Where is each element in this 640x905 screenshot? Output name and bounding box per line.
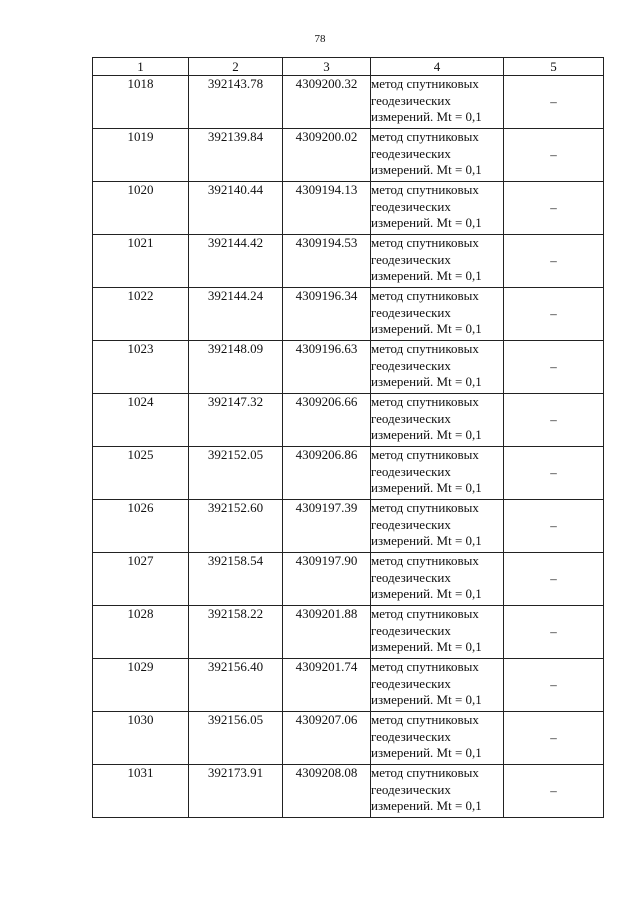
method-text-line: метод спутниковых [371, 288, 479, 303]
point-id-cell: 1019 [93, 129, 189, 182]
x-coordinate-cell: 392156.05 [189, 712, 283, 765]
y-coordinate-cell: 4309206.86 [283, 447, 371, 500]
method-cell [371, 606, 504, 659]
method-text-line: измерений. Mt = 0,1 [371, 533, 482, 548]
method-text-line: измерений. Mt = 0,1 [371, 162, 482, 177]
method-cell [371, 712, 504, 765]
method-text-line: измерений. Mt = 0,1 [371, 745, 482, 760]
point-id-cell: 1029 [93, 659, 189, 712]
method-text-line: измерений. Mt = 0,1 [371, 268, 482, 283]
x-coordinate-cell: 392143.78 [189, 76, 283, 129]
method-text-line: метод спутниковых [371, 447, 479, 462]
note-cell: – [504, 341, 604, 394]
y-coordinate-cell: 4309201.88 [283, 606, 371, 659]
method-text-line: измерений. Mt = 0,1 [371, 427, 482, 442]
point-id-cell: 1030 [93, 712, 189, 765]
table-row [93, 500, 604, 553]
table-row [93, 712, 604, 765]
method-text-line: геодезических [371, 781, 451, 797]
column-header: 3 [283, 58, 371, 76]
method-text-line: измерений. Mt = 0,1 [371, 321, 482, 336]
note-cell: – [504, 76, 604, 129]
note-cell: – [504, 394, 604, 447]
coordinates-table [92, 57, 604, 818]
method-cell [371, 235, 504, 288]
y-coordinate-cell: 4309207.06 [283, 712, 371, 765]
point-id-cell: 1025 [93, 447, 189, 500]
column-header: 5 [504, 58, 604, 76]
y-coordinate-cell: 4309194.13 [283, 182, 371, 235]
method-text-line: геодезических [371, 357, 451, 373]
point-id-cell: 1023 [93, 341, 189, 394]
method-text-line: геодезических [371, 728, 451, 744]
y-coordinate-cell: 4309197.90 [283, 553, 371, 606]
table-row [93, 765, 604, 818]
method-text-line: измерений. Mt = 0,1 [371, 639, 482, 654]
method-cell [371, 394, 504, 447]
method-cell [371, 76, 504, 129]
method-text-line: геодезических [371, 622, 451, 638]
y-coordinate-cell: 4309200.02 [283, 129, 371, 182]
note-cell: – [504, 182, 604, 235]
method-text-line: метод спутниковых [371, 235, 479, 250]
table-row [93, 76, 604, 129]
table-row [93, 235, 604, 288]
method-text-line: измерений. Mt = 0,1 [371, 374, 482, 389]
method-text-line: измерений. Mt = 0,1 [371, 480, 482, 495]
point-id-cell: 1031 [93, 765, 189, 818]
method-text-line: геодезических [371, 516, 451, 532]
column-header: 4 [371, 58, 504, 76]
method-text-line: измерений. Mt = 0,1 [371, 798, 482, 813]
method-text-line: геодезических [371, 463, 451, 479]
method-text-line: метод спутниковых [371, 606, 479, 621]
x-coordinate-cell: 392144.24 [189, 288, 283, 341]
x-coordinate-cell: 392158.22 [189, 606, 283, 659]
y-coordinate-cell: 4309206.66 [283, 394, 371, 447]
method-text-line: измерений. Mt = 0,1 [371, 109, 482, 124]
method-text-line: геодезических [371, 145, 451, 161]
method-text-line: метод спутниковых [371, 341, 479, 356]
point-id-cell: 1018 [93, 76, 189, 129]
x-coordinate-cell: 392147.32 [189, 394, 283, 447]
note-cell: – [504, 235, 604, 288]
note-cell: – [504, 659, 604, 712]
point-id-cell: 1024 [93, 394, 189, 447]
y-coordinate-cell: 4309196.63 [283, 341, 371, 394]
table-header-row [93, 58, 604, 76]
method-cell [371, 553, 504, 606]
method-text-line: метод спутниковых [371, 712, 479, 727]
method-text-line: метод спутниковых [371, 394, 479, 409]
table-row [93, 129, 604, 182]
method-text-line: метод спутниковых [371, 76, 479, 91]
note-cell: – [504, 288, 604, 341]
x-coordinate-cell: 392173.91 [189, 765, 283, 818]
x-coordinate-cell: 392152.05 [189, 447, 283, 500]
method-cell [371, 129, 504, 182]
y-coordinate-cell: 4309208.08 [283, 765, 371, 818]
table-row [93, 659, 604, 712]
note-cell: – [504, 765, 604, 818]
y-coordinate-cell: 4309200.32 [283, 76, 371, 129]
x-coordinate-cell: 392148.09 [189, 341, 283, 394]
table-row [93, 447, 604, 500]
method-cell [371, 182, 504, 235]
point-id-cell: 1027 [93, 553, 189, 606]
method-text-line: метод спутниковых [371, 182, 479, 197]
note-cell: – [504, 553, 604, 606]
point-id-cell: 1028 [93, 606, 189, 659]
method-text-line: измерений. Mt = 0,1 [371, 586, 482, 601]
method-text-line: метод спутниковых [371, 129, 479, 144]
point-id-cell: 1026 [93, 500, 189, 553]
method-cell [371, 659, 504, 712]
method-cell [371, 288, 504, 341]
method-text-line: метод спутниковых [371, 500, 479, 515]
method-cell [371, 341, 504, 394]
table-row [93, 394, 604, 447]
note-cell: – [504, 712, 604, 765]
column-header: 1 [93, 58, 189, 76]
method-text-line: измерений. Mt = 0,1 [371, 215, 482, 230]
method-cell [371, 447, 504, 500]
method-text-line: геодезических [371, 198, 451, 214]
note-cell: – [504, 606, 604, 659]
x-coordinate-cell: 392158.54 [189, 553, 283, 606]
y-coordinate-cell: 4309194.53 [283, 235, 371, 288]
method-cell [371, 500, 504, 553]
y-coordinate-cell: 4309201.74 [283, 659, 371, 712]
method-text-line: метод спутниковых [371, 765, 479, 780]
column-header: 2 [189, 58, 283, 76]
note-cell: – [504, 500, 604, 553]
x-coordinate-cell: 392140.44 [189, 182, 283, 235]
method-cell [371, 765, 504, 818]
table-body [93, 76, 604, 818]
x-coordinate-cell: 392144.42 [189, 235, 283, 288]
note-cell: – [504, 447, 604, 500]
point-id-cell: 1022 [93, 288, 189, 341]
point-id-cell: 1020 [93, 182, 189, 235]
method-text-line: метод спутниковых [371, 553, 479, 568]
page-number: 78 [314, 33, 326, 45]
method-text-line: геодезических [371, 92, 451, 108]
method-text-line: измерений. Mt = 0,1 [371, 692, 482, 707]
note-cell: – [504, 129, 604, 182]
method-text-line: геодезических [371, 410, 451, 426]
method-text-line: геодезических [371, 569, 451, 585]
x-coordinate-cell: 392139.84 [189, 129, 283, 182]
method-text-line: геодезических [371, 251, 451, 267]
method-text-line: геодезических [371, 675, 451, 691]
y-coordinate-cell: 4309197.39 [283, 500, 371, 553]
method-text-line: метод спутниковых [371, 659, 479, 674]
x-coordinate-cell: 392156.40 [189, 659, 283, 712]
table-row [93, 341, 604, 394]
table-row [93, 606, 604, 659]
method-text-line: геодезических [371, 304, 451, 320]
point-id-cell: 1021 [93, 235, 189, 288]
x-coordinate-cell: 392152.60 [189, 500, 283, 553]
table-row [93, 182, 604, 235]
y-coordinate-cell: 4309196.34 [283, 288, 371, 341]
table-row [93, 288, 604, 341]
table-row [93, 553, 604, 606]
